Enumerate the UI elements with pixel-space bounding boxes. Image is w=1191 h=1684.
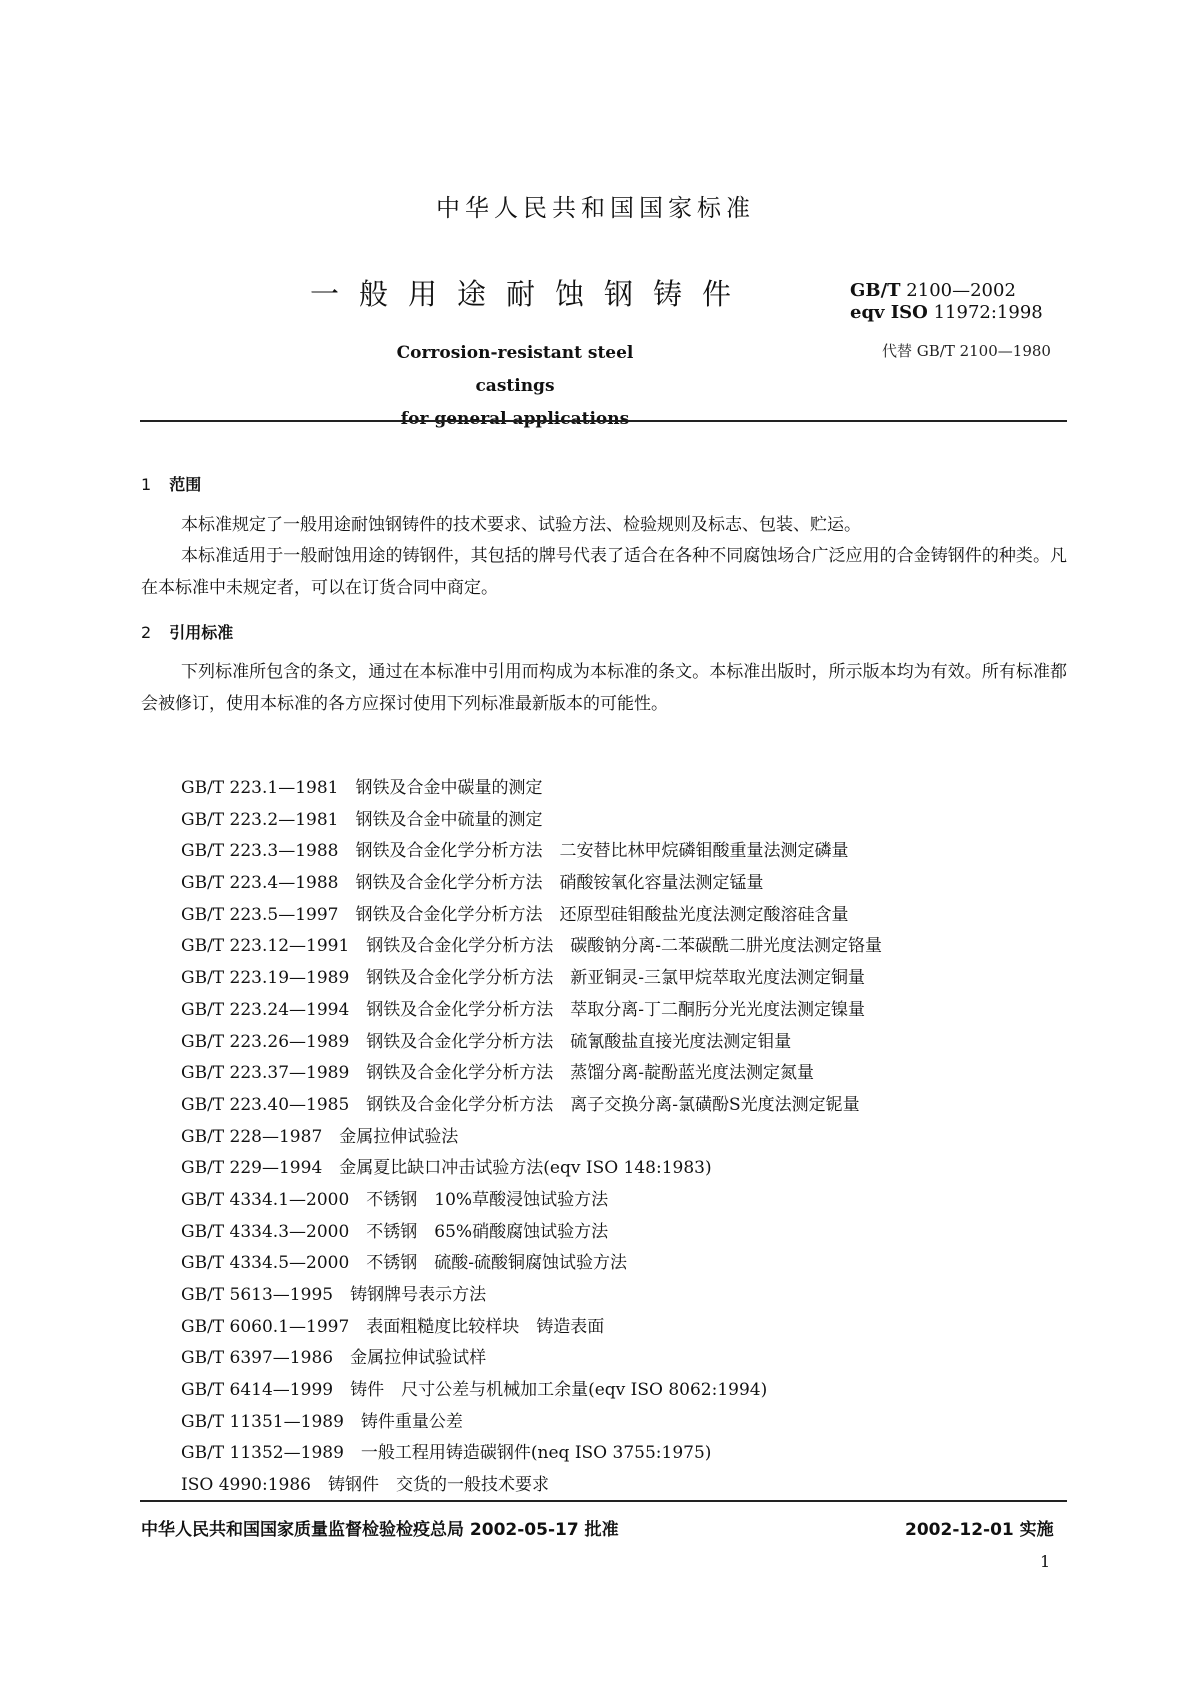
reference-title: 不锈钢 硫酸-硫酸铜腐蚀试验方法 — [366, 1253, 628, 1274]
reference-code: ISO 4990:1986 — [181, 1475, 311, 1496]
reference-title: 金属拉伸试验法 — [339, 1126, 459, 1147]
reference-code: GB/T 223.3—1988 — [181, 841, 339, 862]
section-1-paragraph-2: 本标准适用于一般耐蚀用途的铸钢件，其包括的牌号代表了适合在各种不同腐蚀场合广泛应用的合金铸钢件的种类。凡在本标准中未规定者，可以在订货合同中商定。 — [141, 546, 1067, 598]
reference-title: 钢铁及合金化学分析方法 二安替比林甲烷磷钼酸重量法测定磷量 — [355, 841, 849, 862]
reference-code: GB/T 223.19—1989 — [181, 968, 350, 989]
reference-item — [181, 1185, 882, 1217]
reference-item — [181, 1470, 882, 1502]
reference-title: 一般工程用铸造碳钢件(neq ISO 3755:1975) — [360, 1443, 712, 1464]
reference-code: GB/T 223.24—1994 — [181, 999, 350, 1020]
title-en-line2: for general applications — [400, 409, 630, 429]
reference-title: 表面粗糙度比较样块 铸造表面 — [366, 1316, 605, 1337]
section-1-paragraph-1: 本标准规定了一般用途耐蚀钢铸件的技术要求、试验方法、检验规则及标志、包装、贮运。 — [181, 515, 861, 535]
standard-code-number: 2100—2002 — [906, 280, 1016, 301]
reference-code: GB/T 223.2—1981 — [181, 809, 339, 830]
reference-code: GB/T 223.37—1989 — [181, 1063, 350, 1084]
reference-item — [181, 1248, 882, 1280]
reference-item — [181, 1217, 882, 1249]
footer-divider — [140, 1500, 1067, 1502]
page-number: 1 — [1040, 1552, 1051, 1571]
reference-title: 钢铁及合金化学分析方法 硝酸铵氧化容量法测定锰量 — [355, 873, 764, 894]
reference-code: GB/T 11351—1989 — [181, 1411, 344, 1432]
reference-item — [181, 805, 882, 837]
header-divider — [140, 420, 1067, 422]
reference-item — [181, 1058, 882, 1090]
national-standard-heading: 中华人民共和国国家标准 — [436, 194, 755, 222]
reference-item — [181, 1122, 882, 1154]
reference-item — [181, 836, 882, 868]
reference-title: 钢铁及合金化学分析方法 还原型硅钼酸盐光度法测定酸溶硅含量 — [355, 904, 849, 925]
reference-code: GB/T 4334.1—2000 — [181, 1189, 350, 1210]
section-2-title: 引用标准 — [169, 623, 234, 642]
reference-title: 不锈钢 65%硝酸腐蚀试验方法 — [366, 1221, 609, 1242]
reference-title: 钢铁及合金化学分析方法 新亚铜灵-三氯甲烷萃取光度法测定铜量 — [366, 968, 866, 989]
reference-item — [181, 1027, 882, 1059]
reference-code: GB/T 223.4—1988 — [181, 873, 339, 894]
reference-item — [181, 1312, 882, 1344]
reference-code: GB/T 223.26—1989 — [181, 1031, 350, 1052]
section-2-paragraph-1: 下列标准所包含的条文，通过在本标准中引用而构成为本标准的条文。本标准出版时，所示版本均为有效。所有标准都会被修订，使用本标准的各方应探讨使用下列标准最新版本的可能性。 — [141, 662, 1067, 714]
reference-title: 钢铁及合金化学分析方法 碳酸钠分离-二苯碳酰二肼光度法测定铬量 — [366, 936, 883, 957]
reference-item — [181, 1153, 882, 1185]
reference-title: 钢铁及合金化学分析方法 硫氰酸盐直接光度法测定钼量 — [366, 1031, 792, 1052]
reference-title: 钢铁及合金化学分析方法 离子交换分离-氯磺酚S光度法测定铌量 — [366, 1094, 860, 1115]
reference-title: 钢铁及合金化学分析方法 蒸馏分离-靛酚蓝光度法测定氮量 — [366, 1063, 815, 1084]
reference-code: GB/T 5613—1995 — [181, 1285, 334, 1305]
reference-code: GB/T 229—1994 — [181, 1158, 323, 1179]
reference-code: GB/T 223.12—1991 — [181, 936, 350, 957]
document-title-cn: 一般用途耐蚀钢铸件 — [310, 277, 752, 311]
approval-statement: 中华人民共和国国家质量监督检验检疫总局 2002-05-17 批准 — [141, 1520, 619, 1540]
reference-item — [181, 1280, 882, 1312]
reference-code: GB/T 228—1987 — [181, 1126, 323, 1147]
reference-code: GB/T 4334.3—2000 — [181, 1221, 350, 1242]
section-2-number: 2 — [141, 623, 152, 642]
reference-code: GB/T 4334.5—2000 — [181, 1253, 350, 1274]
section-1-title: 范围 — [169, 475, 202, 494]
section-2-heading — [141, 620, 233, 643]
reference-item — [181, 1375, 882, 1407]
eqv-prefix: eqv ISO — [850, 302, 928, 323]
reference-title: 钢铁及合金中硫量的测定 — [355, 809, 543, 830]
implementation-date: 2002-12-01 实施 — [905, 1520, 1054, 1540]
title-en-line1: Corrosion-resistant steel castings — [396, 343, 634, 396]
reference-code: GB/T 6414—1999 — [181, 1380, 334, 1401]
reference-title: 金属夏比缺口冲击试验方法(eqv ISO 148:1983) — [339, 1158, 712, 1179]
reference-code: GB/T 223.1—1981 — [181, 778, 339, 798]
reference-title: 不锈钢 10%草酸浸蚀试验方法 — [366, 1189, 609, 1210]
reference-code: GB/T 11352—1989 — [181, 1443, 344, 1464]
reference-code: GB/T 223.5—1997 — [181, 904, 339, 925]
reference-title: 钢铁及合金中碳量的测定 — [355, 778, 543, 798]
standard-code-prefix: GB/T — [850, 280, 901, 301]
reference-item — [181, 773, 882, 805]
section-1-heading — [141, 472, 201, 495]
replaces-standard: 代替 GB/T 2100—1980 — [882, 342, 1051, 360]
reference-title: 铸件重量公差 — [360, 1411, 463, 1432]
eqv-number: 11972:1998 — [933, 302, 1043, 323]
standard-number-block — [850, 280, 1043, 324]
reference-code: GB/T 6060.1—1997 — [181, 1316, 350, 1337]
reference-item — [181, 900, 882, 932]
reference-item — [181, 963, 882, 995]
reference-item — [181, 1438, 882, 1470]
reference-list — [181, 773, 882, 1502]
section-1-number: 1 — [141, 475, 152, 494]
reference-item — [181, 1090, 882, 1122]
reference-title: 铸件 尺寸公差与机械加工余量(eqv ISO 8062:1994) — [350, 1380, 768, 1401]
reference-title: 铸钢牌号表示方法 — [350, 1285, 487, 1305]
reference-item — [181, 995, 882, 1027]
reference-item — [181, 868, 882, 900]
reference-item — [181, 1407, 882, 1439]
reference-title: 金属拉伸试验试样 — [350, 1348, 487, 1369]
reference-code: GB/T 6397—1986 — [181, 1348, 334, 1369]
reference-item — [181, 931, 882, 963]
reference-title: 铸钢件 交货的一般技术要求 — [327, 1475, 549, 1496]
reference-title: 钢铁及合金化学分析方法 萃取分离-丁二酮肟分光光度法测定镍量 — [366, 999, 866, 1020]
reference-code: GB/T 223.40—1985 — [181, 1094, 350, 1115]
reference-item — [181, 1343, 882, 1375]
